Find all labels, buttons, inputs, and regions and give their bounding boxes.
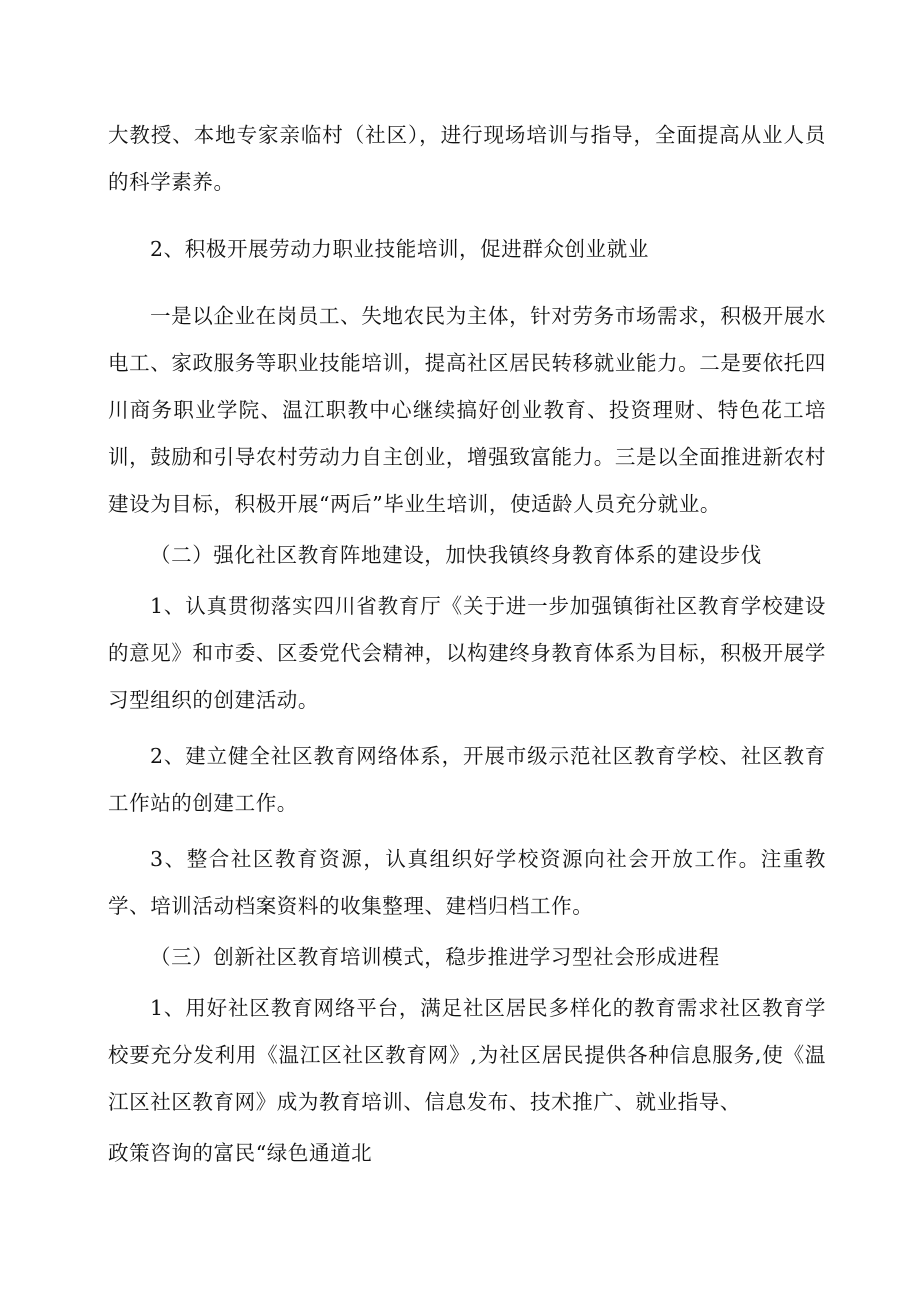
paragraph-network-system: 2、建立健全社区教育网络体系，开展市级示范社区教育学校、社区教育工作站的创建工作。	[108, 744, 826, 815]
subheading-skills-training: 2、积极开展劳动力职业技能培训，促进群众创业就业	[150, 237, 649, 261]
document-page	[108, 112, 826, 1177]
paragraph-green-channel: 政策咨询的富民“绿色通道北	[108, 1141, 373, 1165]
section-heading-three: （三）创新社区教育培训模式，稳步推进学习型社会形成进程	[150, 945, 720, 969]
section-heading-two: （二）强化社区教育阵地建设，加快我镇终身教育体系的建设步伐	[150, 543, 762, 567]
paragraph-implement-policy: 1、认真贯彻落实四川省教育厅《关于进一步加强镇街社区教育学校建设的意见》和市委、区委党代会精神，以构建终身教育体系为目标，积极开展学习型组织的创建活动。	[108, 594, 826, 712]
paragraph-integrate-resources: 3、整合社区教育资源，认真组织好学校资源向社会开放工作。注重教学、培训活动档案资料的收集整理、建档归档工作。	[108, 847, 826, 918]
paragraph-training-guidance: 大教授、本地专家亲临村（社区），进行现场培训与指导，全面提高从业人员的科学素养。	[108, 123, 826, 194]
paragraph-online-platform: 1、用好社区教育网络平台，满足社区居民多样化的教育需求社区教育学校要充分发利用《温江区社区教育网》,为社区居民提供各种信息服务,使《温江区社区教育网》成为教育培训、信息发布、技术推广、就业指导、	[108, 996, 826, 1114]
paragraph-employment-training: 一是以企业在岗员工、失地农民为主体，针对劳务市场需求，积极开展水电工、家政服务等职业技能培训，提高社区居民转移就业能力。二是要依托四川商务职业学院、温江职教中心继续搞好创业教育、投资理财、特色花工培训，鼓励和引导农村劳动力自主创业，增强致富能力。三是以全面推进新农村建设为目标，积极开展“两后”毕业生培训，使适龄人员充分就业。	[108, 304, 826, 516]
